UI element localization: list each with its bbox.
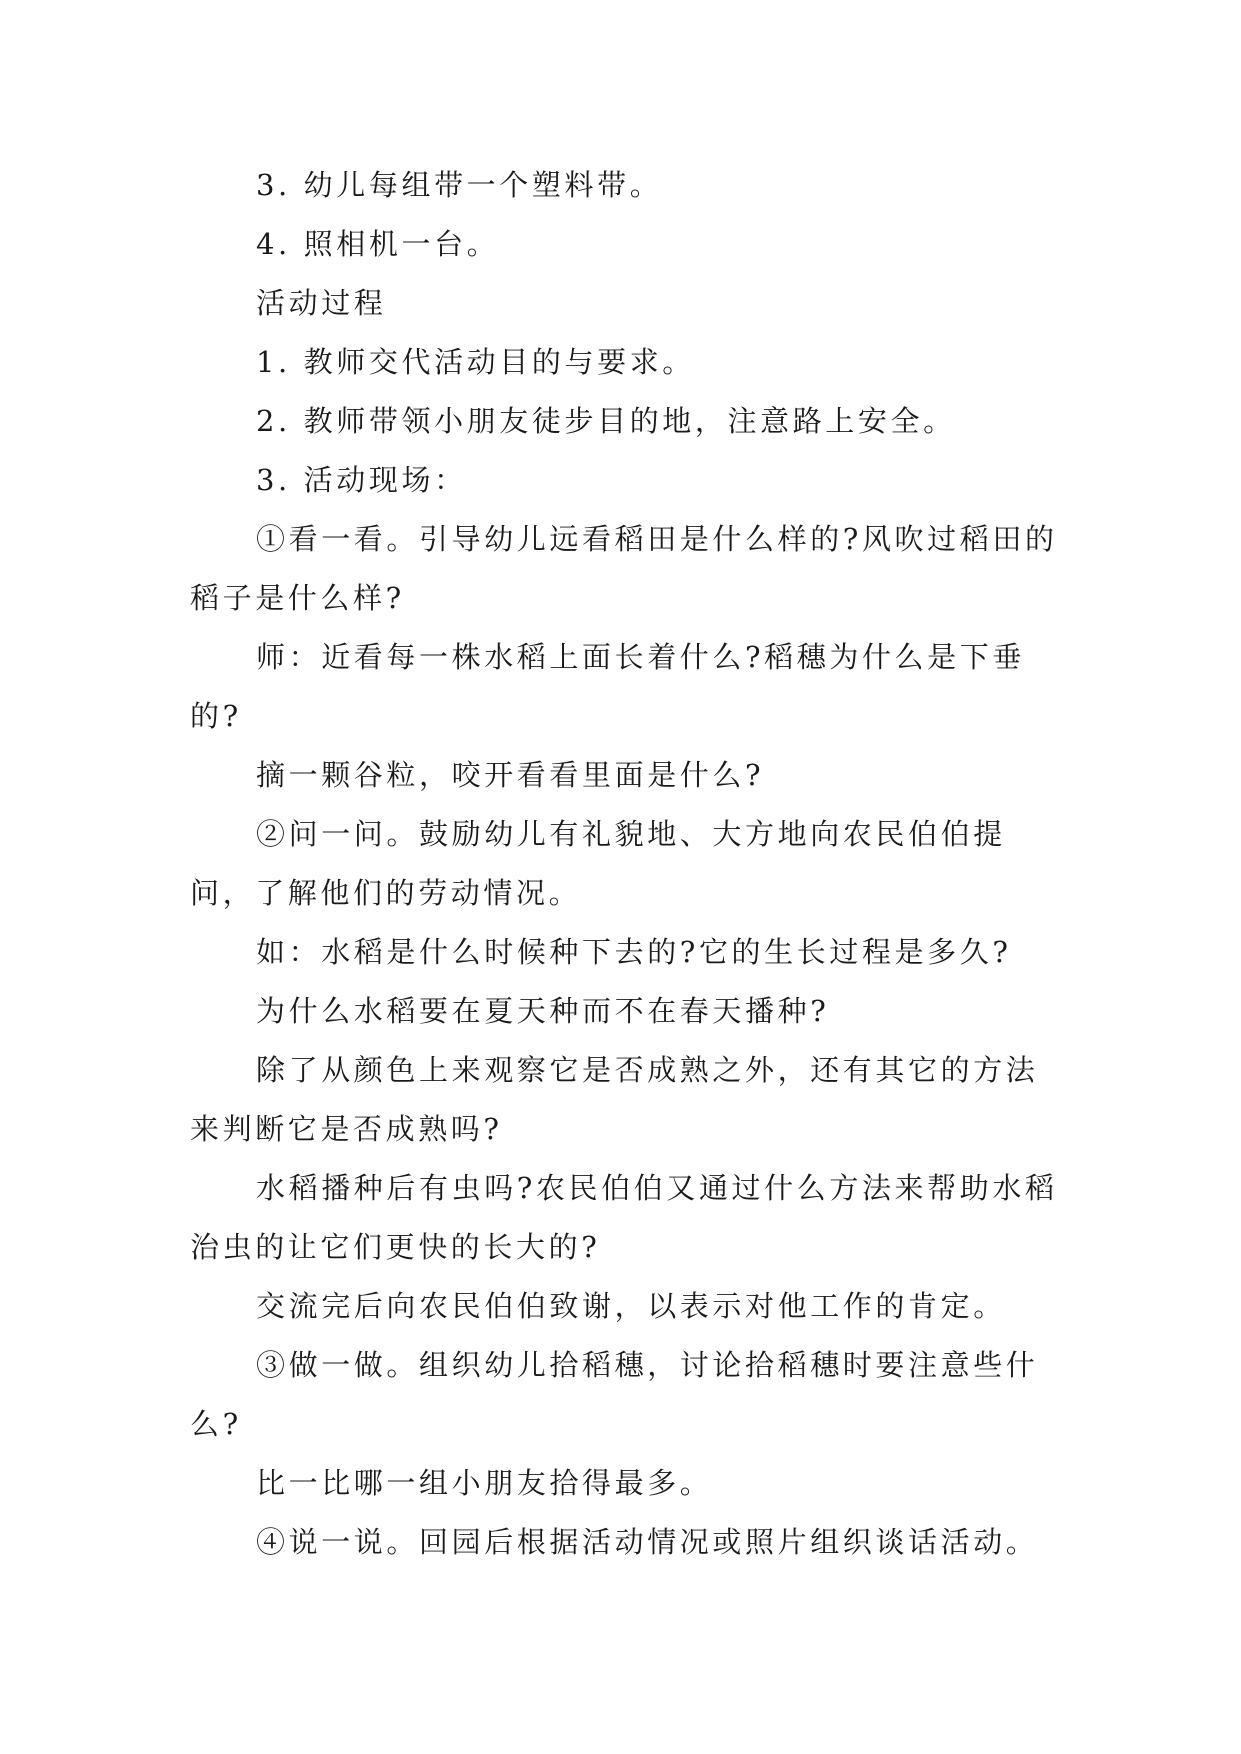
paragraph-pest-question: 水稻播种后有虫吗?农民伯伯又通过什么方法来帮助水稻治虫的让它们更快的长大的? [190,1171,1058,1264]
paragraph-step-1: 1. 教师交代活动目的与要求。 [256,345,695,379]
paragraph-example-question: 如：水稻是什么时候种下去的?它的生长过程是多久? [256,935,1012,969]
paragraph-compare: 比一比哪一组小朋友拾得最多。 [256,1466,713,1500]
paragraph-thanks: 交流完后向农民伯伯致谢，以表示对他工作的肯定。 [256,1289,1006,1323]
section-heading-activity-process: 活动过程 [256,286,387,320]
paragraph-teacher-question: 师：近看每一株水稻上面长着什么?稻穗为什么是下垂的? [190,640,1025,733]
paragraph-talk: ④说一说。回园后根据活动情况或照片组织谈话活动。 [256,1525,1039,1559]
paragraph-ripeness-question: 除了从颜色上来观察它是否成熟之外，还有其它的方法来判断它是否成熟吗? [190,1053,1039,1146]
document-body [190,156,1070,1572]
paragraph-step-3: 3. 活动现场： [256,463,467,497]
paragraph-materials-3: 3. 幼儿每组带一个塑料带。 [256,168,663,202]
paragraph-look: ①看一看。引导幼儿远看稻田是什么样的?风吹过稻田的稻子是什么样? [190,522,1058,615]
paragraph-do: ③做一做。组织幼儿拾稻穗，讨论拾稻穗时要注意些什么? [190,1348,1039,1441]
paragraph-materials-4: 4. 照相机一台。 [256,227,500,261]
paragraph-summer-question: 为什么水稻要在夏天种而不在春天播种? [256,994,830,1028]
paragraph-step-2: 2. 教师带领小朋友徒步目的地，注意路上安全。 [256,404,956,438]
paragraph-ask: ②问一问。鼓励幼儿有礼貌地、大方地向农民伯伯提问，了解他们的劳动情况。 [190,817,1006,910]
paragraph-pick-grain: 摘一颗谷粒，咬开看看里面是什么? [256,758,765,792]
